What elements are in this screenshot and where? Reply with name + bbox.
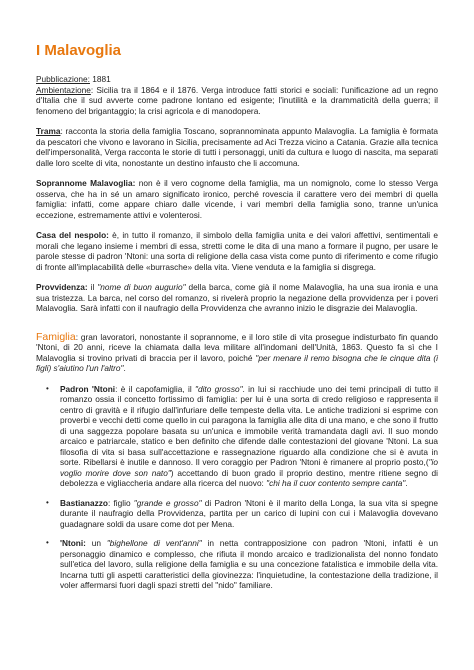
boat-quote: "nome di buon augurio" — [97, 282, 186, 292]
boat-label: Provvidenza: — [36, 282, 88, 292]
setting-label: Ambientazione — [36, 84, 91, 95]
family-text-2: . — [123, 363, 126, 373]
boat-text-2: della barca, come già il nome Malavoglia, ha una sua ironia e una sua tristezza. La barca, nel corso del romanzo, si rivelerà proprio la negazione della provvidenza per i poveri Malavoglia. Sarà infatti con il naufragio della Provvidenza che avranno inizio le disgrazie dei Malavoglia. — [36, 282, 438, 313]
bullet-icon: • — [46, 383, 49, 393]
character-text: in netta contrapposizione con padron 'Ntoni, infatti è un personaggio dinamico e complesso, che rifiuta il mondo arcaico e tradizionalista del nonno fondato sull'etica del lavoro, sulla religione della famiglia e su una concezione fatalistica e immobile della vita. Incarna tutti gli aspetti caratteristici della giovinezza: l'inquietudine, la contestazione della tradizione, il voler affermarsi fuori dagli spazi stretti del "nido" familiare. — [60, 538, 438, 590]
bullet-icon: • — [46, 538, 49, 547]
character-text: : è il capofamiglia, il — [115, 383, 196, 394]
family-text-1: : gran lavoratori, nonostante il soprannome, e il loro stile di vita prosegue indisturbato fin quando 'Ntoni, di 20 anni, riceve la chiamata dalla leva militare all'indomani dell'Unità, 1863. Questo fa sì che I Malavoglia si trovino privati di braccia per il lavoro, poiché — [36, 331, 438, 363]
family-heading: Famiglia — [36, 330, 76, 343]
publication-line — [36, 74, 438, 85]
house-paragraph — [36, 230, 438, 272]
publication-label: Pubblicazione: — [36, 74, 90, 84]
character-quote: "chi ha il cuor contento sempre canta" — [266, 478, 406, 488]
nickname-label: Soprannome Malavoglia: — [36, 178, 136, 188]
character-text: un — [85, 538, 107, 548]
character-text: : figlio — [107, 497, 134, 508]
boat-paragraph — [36, 282, 438, 314]
house-label: Casa del nespolo: — [36, 230, 109, 240]
family-paragraph — [36, 332, 438, 374]
character-name: 'Ntoni: — [60, 538, 86, 548]
character-text: . — [405, 478, 408, 488]
bullet-icon: • — [46, 497, 49, 507]
boat-text-1: il — [87, 282, 98, 292]
setting-text: : Sicilia tra il 1864 e il 1876. Verga introduce fatti storici e sociali: l'unificazione ad un regno d'Italia che il sud avverte come padrone lontano ed esigente; l'inutilità e la drammaticità della guerra; il fenomeno del brigantaggio; la crisi agricola e di manodopera. — [36, 84, 438, 116]
nickname-text: non è il vero cognome della famiglia, ma un nomignolo, come lo stesso Verga osserva, che ha in sé un amaro significato ironico, perché rovescia il carattere vero dei membri di quella famiglia: infatti, come appare chiaro dalle vicende, i vari membri della famiglia sono, tranne un'unica eccezione, estremamente attivi e volenterosi. — [36, 178, 438, 220]
list-item — [46, 383, 438, 489]
character-quote: "io voglio morire dove son nato" — [60, 457, 438, 478]
plot-text: : racconta la storia della famiglia Toscano, soprannominata appunto Malavoglia. La famiglia è formata da pescatori che vivono e lavorano in Sicilia, precisamente ad Aci Trezza vicino a Catania. Grazie alla tecnica dell'impersonalità, Verga racconta le storie di tutti i personaggi, uniti da cultura e luogo di nascita, ma separati dalle loro scelte di vita, nonostante un destino infausto che li accomuna. — [36, 126, 438, 168]
publication-value: 1881 — [89, 74, 111, 84]
family-quote: "per menare il remo bisogna che le cinque dita (i figli) s'aiutino l'un l'altro" — [36, 352, 438, 373]
character-quote: "bighellone di vent'anni" — [106, 538, 202, 548]
house-text: è, in tutto il romanzo, il simbolo della famiglia unita e dei valori affettivi, sentimentali e morali che legano insieme i membri di essa, stretti come le dita di una mano a formare il pugno, per usare le parole stesse di padron 'Ntoni: una sorta di religione della casa vista come punto di riferimento e come rifugio di fronte all'implacabilità delle «burrasche» della vita. Viene venduta e la famiglia si disgrega. — [36, 230, 438, 272]
document-title: I Malavoglia — [36, 42, 122, 59]
character-text: . in lui si racchiude uno dei temi principali di tutto il romanzo ossia il concetto fortissimo di famiglia: per lui è una sorta di credo religioso e rappresenta il centro di gravità e il rifugio dall'infuriare delle tempeste della vita. Le antiche tradizioni si esprime con proverbi e vecchi detti come quello in cui paragona la famiglia alle dita di una mano, e che sono il frutto di una saggezza popolare basata su un'unica e immobile verità tramandata dagli avi. Il suo mondo arcaico e patriarcale, statico e ben definito che difende dalle contestazioni del giovane 'Ntoni. La sua filosofia di vita si basa sull'accettazione e rassegnazione riguardo alla condizione che si è avuta in sorte. Ribellarsi è inutile e dannoso. Il vero coraggio per Padron 'Ntoni è rimanere al proprio posto,( — [60, 383, 438, 467]
plot-label: Trama — [36, 126, 61, 136]
setting-paragraph — [36, 85, 438, 117]
character-quote: "dito grosso" — [195, 383, 243, 394]
list-item — [46, 497, 438, 530]
character-text: di Padron 'Ntoni è il marito della Longa, la sua vita si spegne durante il naufragio della Provvidenza, partita per un carico di lupini con cui i Malavoglia dovevano guadagnare soldi da usare come dot per Mena. — [60, 497, 438, 529]
characters-list — [36, 384, 438, 591]
character-text: ) accettando di buon grado il proprio destino, mentre ritiene segno di debolezza e vigliaccheria andare alla ricerca del nuovo: — [60, 467, 438, 488]
character-quote: "grande e grosso" — [133, 497, 202, 508]
list-item — [46, 538, 438, 591]
plot-paragraph — [36, 126, 438, 168]
character-name: Padron 'Ntoni — [60, 383, 116, 394]
nickname-paragraph — [36, 178, 438, 220]
character-name: Bastianazzo — [60, 497, 108, 508]
